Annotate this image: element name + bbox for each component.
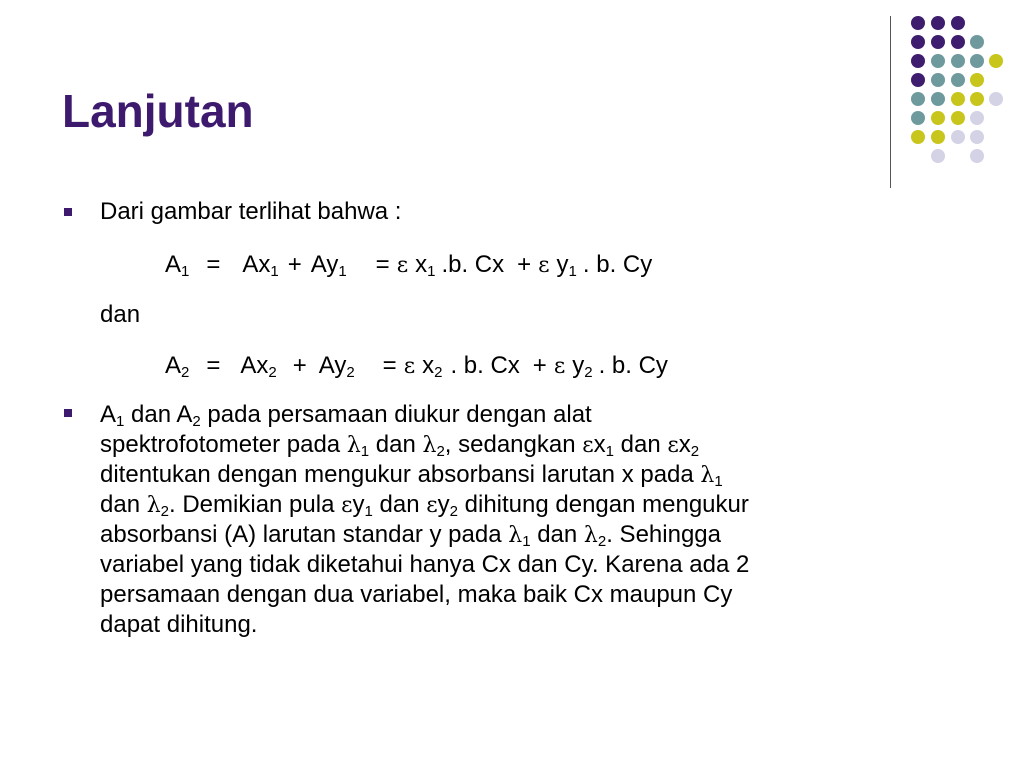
bullet-icon xyxy=(64,208,72,216)
lambda-symbol: λ xyxy=(508,523,523,548)
dot-icon xyxy=(970,149,984,163)
dot-icon xyxy=(911,73,925,87)
dot-icon xyxy=(951,73,965,87)
dot-icon xyxy=(951,111,965,125)
eq1-plus: + xyxy=(287,251,302,278)
paragraph-line: persamaan dengan dua variabel, maka baik Cx maupun Cy xyxy=(100,581,733,608)
dot-icon xyxy=(970,111,984,125)
connector-dan: dan xyxy=(100,301,141,328)
eq1-x: $x_1$ xyxy=(415,251,436,280)
dot-icon xyxy=(931,35,945,49)
eq1-term-ax: $Ax_1$ xyxy=(242,251,279,280)
dot-icon xyxy=(951,130,965,144)
dot-icon xyxy=(911,35,925,49)
eq2-plus-2: + xyxy=(532,352,547,379)
eq2-term-ay: $Ay_2$ xyxy=(318,352,355,381)
eq2-y: $y_2$ xyxy=(572,352,593,381)
eq2-lhs: $A_2$ xyxy=(165,352,190,381)
eq2-equals: = xyxy=(206,352,221,379)
slide-title: Lanjutan xyxy=(62,85,254,137)
dot-icon xyxy=(931,92,945,106)
dot-icon xyxy=(911,130,925,144)
dot-icon xyxy=(970,73,984,87)
eq1-rest-2: . b. Cy xyxy=(582,251,653,278)
eq2-plus: + xyxy=(292,352,307,379)
eq2-rest-2: . b. Cy xyxy=(598,352,668,379)
dot-icon xyxy=(911,92,925,106)
lambda-symbol: λ xyxy=(422,433,437,458)
dot-icon xyxy=(989,54,1003,68)
dot-icon xyxy=(951,35,965,49)
epsilon-symbol: ε xyxy=(667,433,679,458)
paragraph-line: dan $\lambda_2$. Demikian pula $\varepsilon y_1$ dan $\varepsilon y_2$ dihitung dengan mengukur xyxy=(100,491,749,520)
epsilon-symbol: ε xyxy=(403,354,416,379)
vertical-divider xyxy=(890,16,891,188)
dot-icon xyxy=(970,92,984,106)
dot-icon xyxy=(970,54,984,68)
dot-icon xyxy=(951,92,965,106)
paragraph-line: spektrofotometer pada $\lambda_1$ dan $\lambda_2$, sedangkan $\varepsilon x_1$ dan $\varepsilon x_2$ xyxy=(100,431,700,460)
eq1-equals-2: = xyxy=(375,251,390,278)
dot-icon xyxy=(970,130,984,144)
epsilon-symbol: ε xyxy=(341,493,353,518)
dot-icon xyxy=(931,111,945,125)
dot-icon xyxy=(931,16,945,30)
epsilon-symbol: ε xyxy=(582,433,594,458)
epsilon-symbol: ε xyxy=(396,253,409,278)
eq2-equals-2: = xyxy=(382,352,397,379)
paragraph-line: dapat dihitung. xyxy=(100,611,258,638)
eq1-term-ay: $Ay_1$ xyxy=(310,251,347,280)
dot-icon xyxy=(989,92,1003,106)
eq2-x: $x_2$ xyxy=(422,352,443,381)
dot-icon xyxy=(911,111,925,125)
eq1-lhs: $A_1$ xyxy=(165,251,190,280)
paragraph-line: ditentukan dengan mengukur absorbansi larutan x pada $\lambda_1$ xyxy=(100,461,723,490)
eq2-rest-1: . b. Cx xyxy=(450,352,520,379)
paragraph-line: variabel yang tidak diketahui hanya Cx dan Cy. Karena ada 2 xyxy=(100,551,750,578)
dot-icon xyxy=(970,35,984,49)
lambda-symbol: λ xyxy=(700,463,715,488)
equation-2 xyxy=(165,351,668,382)
epsilon-symbol: ε xyxy=(553,354,566,379)
lambda-symbol: λ xyxy=(583,523,598,548)
eq2-term-ax: $Ax_2$ xyxy=(240,352,277,381)
dot-icon xyxy=(911,54,925,68)
bullet-2-paragraph xyxy=(100,400,980,640)
bullet-icon xyxy=(64,409,72,417)
eq1-plus-2: + xyxy=(517,251,532,278)
dot-icon xyxy=(931,130,945,144)
lambda-symbol: λ xyxy=(146,493,161,518)
lambda-symbol: λ xyxy=(346,433,361,458)
dot-icon xyxy=(951,54,965,68)
epsilon-symbol: ε xyxy=(426,493,438,518)
epsilon-symbol: ε xyxy=(538,253,550,278)
dot-icon xyxy=(951,16,965,30)
paragraph-line: $A_1$ dan $A_2$ pada persamaan diukur dengan alat xyxy=(100,401,592,430)
eq1-rest-1: .b. Cx xyxy=(441,251,505,278)
dot-icon xyxy=(911,16,925,30)
equation-1 xyxy=(165,250,652,281)
dot-icon xyxy=(931,73,945,87)
bullet-1-intro: Dari gambar terlihat bahwa : xyxy=(100,198,402,225)
paragraph-line: absorbansi (A) larutan standar y pada $\lambda_1$ dan $\lambda_2$. Sehingga xyxy=(100,521,721,550)
dot-icon xyxy=(931,54,945,68)
eq1-equals: = xyxy=(206,251,221,278)
dot-icon xyxy=(931,149,945,163)
eq1-y: $y_1$ xyxy=(556,251,577,280)
